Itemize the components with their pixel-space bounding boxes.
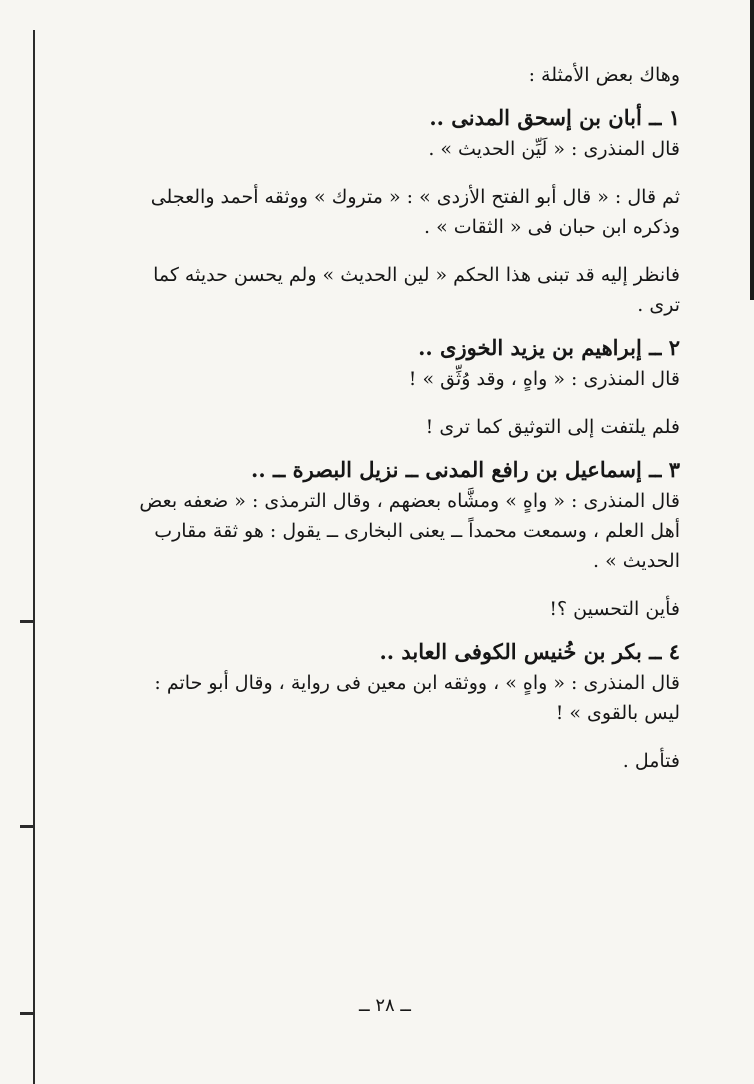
body-line: قال المنذرى : « لَيِّن الحديث » .: [428, 138, 680, 160]
body-line: ثم قال : « قال أبو الفتح الأزدى » : « متروك » ووثقه أحمد والعجلى: [150, 186, 680, 208]
paragraph-gap: [90, 728, 680, 746]
scan-edge-shadow: [750, 0, 754, 300]
body-line: فتأمل .: [622, 750, 680, 772]
scan-mark: [20, 620, 34, 623]
body-line: ترى .: [637, 294, 680, 316]
body-line: قال المنذرى : « واهٍ » ومشَّاه بعضهم ، وقال الترمذى : « ضعفه بعض: [139, 490, 680, 512]
scan-margin-line: [33, 30, 35, 1084]
paragraph-gap: [90, 242, 680, 260]
paragraph-gap: [90, 394, 680, 412]
scan-mark: [20, 1012, 34, 1015]
entry-heading: ٣ ــ إسماعيل بن رافع المدنى ــ نزيل البصرة ــ ..: [251, 457, 680, 482]
body-line: فانظر إليه قد تبنى هذا الحكم « لين الحديث » ولم يحسن حديثه كما: [153, 264, 680, 286]
scan-mark: [20, 825, 34, 828]
page-number: ــ ٢٨ ــ: [359, 995, 411, 1016]
body-line: ليس بالقوى » !: [555, 702, 680, 724]
body-line: وذكره ابن حبان فى « الثقات » .: [424, 216, 680, 238]
paragraph-gap: [90, 576, 680, 594]
intro-text: وهاك بعض الأمثلة :: [528, 64, 680, 86]
body-line: قال المنذرى : « واهٍ ، وقد وُثِّق » !: [408, 368, 680, 390]
entry-heading: ٢ ــ إبراهيم بن يزيد الخوزى ..: [418, 335, 680, 360]
body-line: قال المنذرى : « واهٍ » ، ووثقه ابن معين فى رواية ، وقال أبو حاتم :: [154, 672, 680, 694]
body-line: فأين التحسين ؟!: [549, 598, 680, 620]
entry-heading: ١ ــ أبان بن إسحق المدنى ..: [429, 105, 680, 130]
body-line: الحديث » .: [593, 550, 680, 572]
document-page: [90, 40, 680, 1070]
paragraph-gap: [90, 164, 680, 182]
entry-heading: ٤ ــ بكر بن خُنيس الكوفى العابد ..: [379, 639, 680, 664]
body-line: أهل العلم ، وسمعت محمداً ــ يعنى البخارى ــ يقول : هو ثقة مقارب: [154, 520, 680, 542]
body-line: فلم يلتفت إلى التوثيق كما ترى !: [425, 416, 680, 438]
